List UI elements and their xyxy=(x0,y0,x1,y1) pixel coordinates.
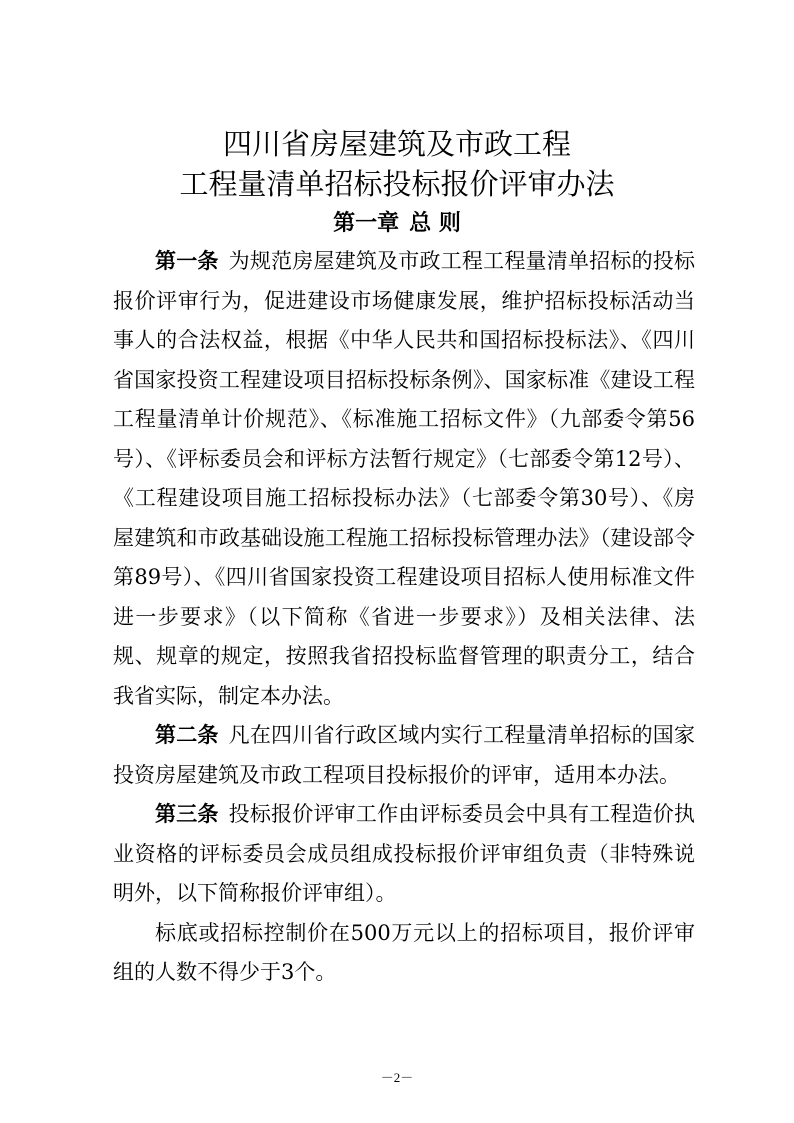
article-paragraph xyxy=(113,795,695,914)
article-label: 第二条 xyxy=(155,723,219,747)
chapter-number: 第一章 xyxy=(333,211,400,236)
chapter-heading xyxy=(0,210,794,238)
article-text: 为规范房屋建筑及市政工程工程量清单招标的投标报价评审行为，促进建设市场健康发展，维护招标投标活动当事人的合法权益，根据《中华人民共和国招标投标法》、《四川省国家投资工程建设项目招标投标条例》、国家标准《建设工程工程量清单计价规范》、《标准施工招标文件》（九部委令第56号）、《评标委员会和评标方法暂行规定》（七部委令第12号）、《工程建设项目施工招标投标办法》（七部委令第30号）、《房屋建筑和市政基础设施工程施工招标投标管理办法》（建设部令第89号）、《四川省国家投资工程建设项目招标人使用标准文件进一步要求》（以下简称《省进一步要求》）及相关法律、法规、规章的规定，按照我省招投标监督管理的职责分工，结合我省实际，制定本办法。 xyxy=(113,249,695,708)
article-paragraph xyxy=(113,242,695,716)
document-title-line-1: 四川省房屋建筑及市政工程 xyxy=(222,127,571,161)
page-number: －2－ xyxy=(380,1070,414,1085)
body-paragraph: 标底或招标控制价在500万元以上的招标项目，报价评审组的人数不得少于3个。 xyxy=(113,920,695,984)
document-title-line-2: 工程量清单招标投标报价评审办法 xyxy=(179,167,615,201)
article-paragraph xyxy=(113,716,695,795)
article-text: 凡在四川省行政区域内实行工程量清单招标的国家投资房屋建筑及市政工程项目投标报价的评审，适用本办法。 xyxy=(113,723,695,787)
article-label: 第一条 xyxy=(155,249,219,273)
article-text: 投标报价评审工作由评标委员会中具有工程造价执业资格的评标委员会成员组成投标报价评审组负责（非特殊说明外，以下简称报价评审组）。 xyxy=(113,802,695,905)
chapter-name: 总 则 xyxy=(409,211,461,236)
document-body xyxy=(113,242,695,993)
article-label: 第三条 xyxy=(155,802,219,826)
